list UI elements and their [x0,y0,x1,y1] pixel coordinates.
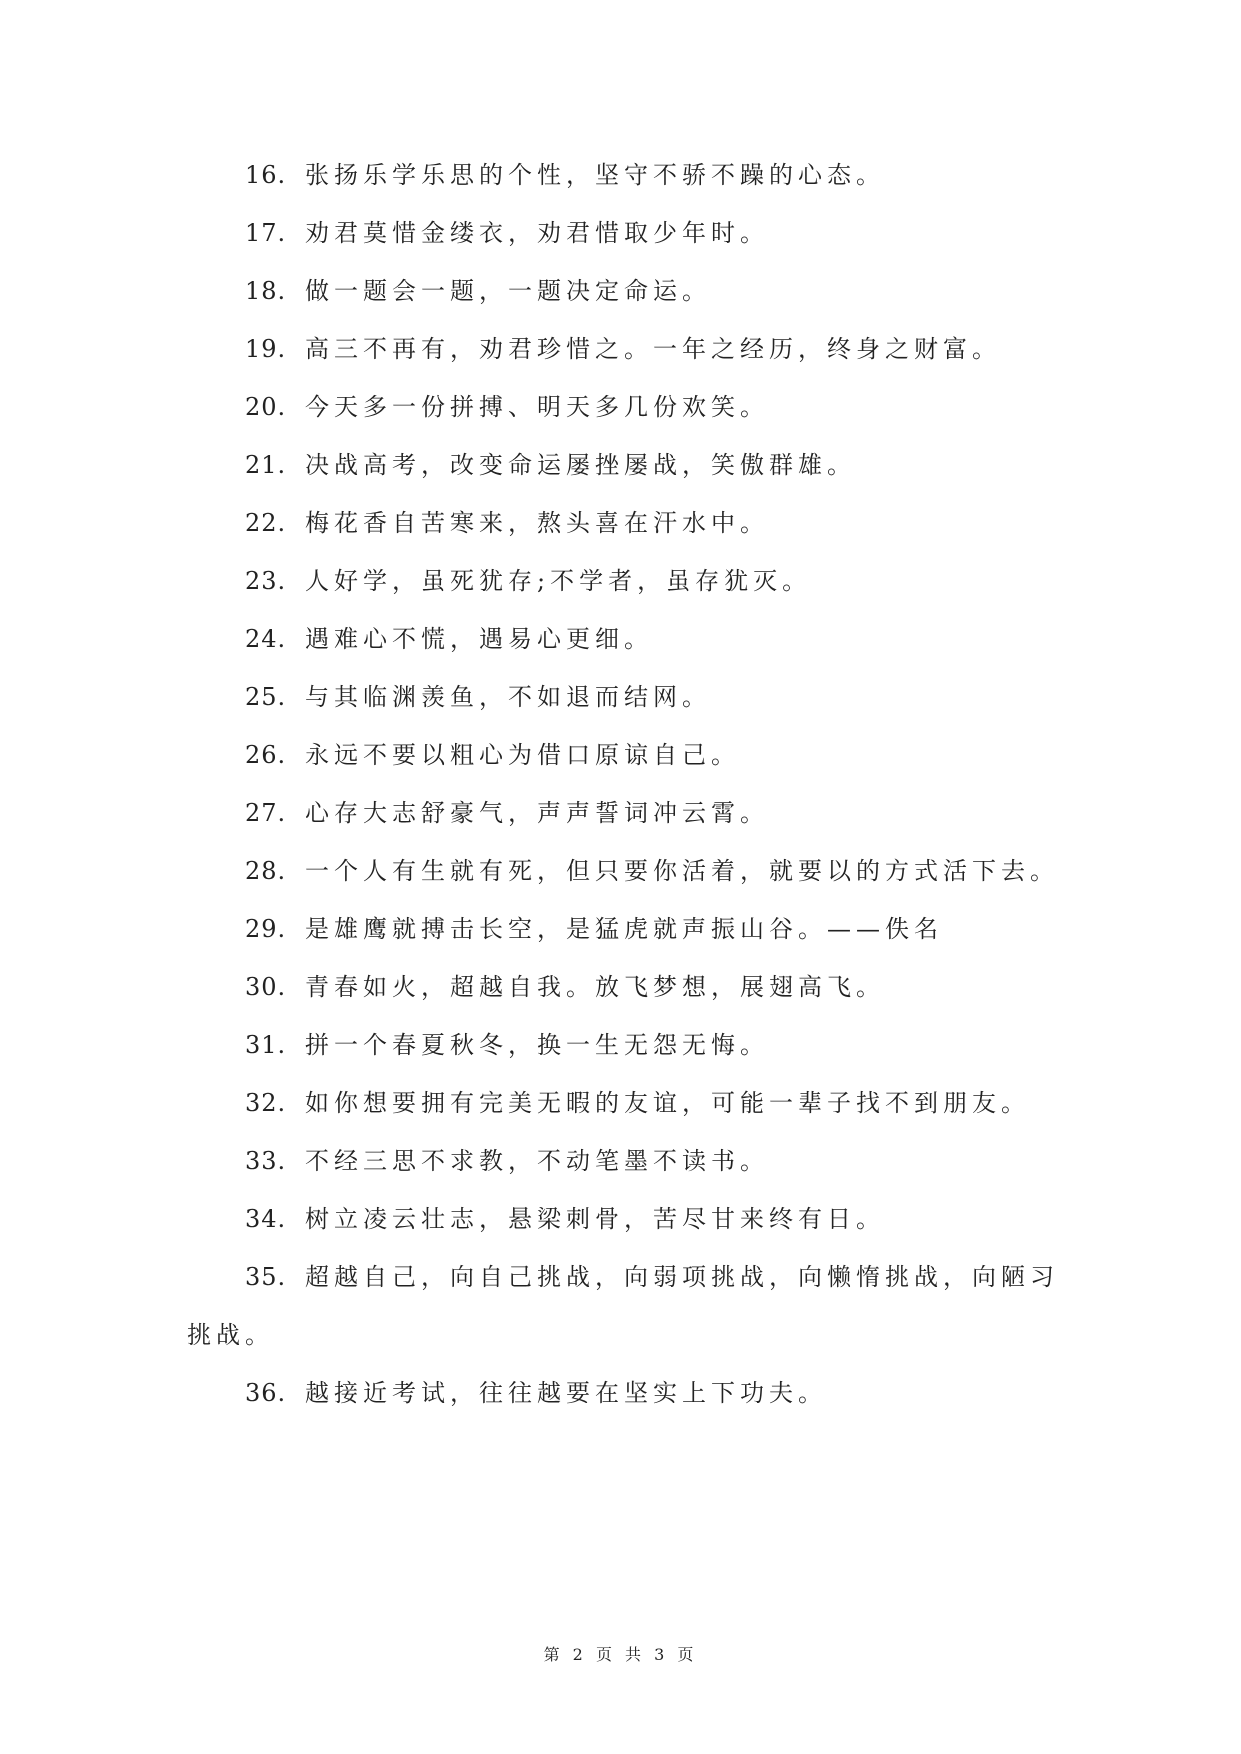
item-text: 决战高考，改变命运屡挫屡战，笑傲群雄。 [305,451,856,479]
item-number: 34. [245,1205,287,1233]
list-item [245,735,1075,775]
item-number: 35. [245,1263,287,1291]
item-text: 树立凌云壮志，悬梁刺骨，苦尽甘来终有日。 [305,1205,885,1233]
list-item [245,387,1075,427]
list-item [245,1373,1075,1413]
item-number: 17. [245,219,287,247]
list-item [245,329,1075,369]
list-item [245,1199,1075,1239]
list-item [245,445,1075,485]
list-item [245,1257,1075,1297]
item-text: 是雄鹰就搏击长空，是猛虎就声振山谷。——佚名 [305,915,943,943]
item-number: 24. [245,625,287,653]
item-text: 不经三思不求教，不动笔墨不读书。 [305,1147,769,1175]
list-item-continuation: 挑战。 [187,1321,274,1349]
list-item [245,909,1075,949]
item-text: 梅花香自苦寒来，熬头喜在汗水中。 [305,509,769,537]
item-text: 高三不再有，劝君珍惜之。一年之经历，终身之财富。 [305,335,1001,363]
list-item [245,155,1075,195]
list-item [245,1025,1075,1065]
item-text: 做一题会一题，一题决定命运。 [305,277,711,305]
item-text: 青春如火，超越自我。放飞梦想，展翅高飞。 [305,973,885,1001]
list-item [245,561,1075,601]
item-number: 28. [245,857,287,885]
item-text: 张扬乐学乐思的个性，坚守不骄不躁的心态。 [305,161,885,189]
list-item [245,677,1075,717]
item-number: 19. [245,335,287,363]
item-number: 29. [245,915,287,943]
list-item [245,851,1075,891]
list-item [245,793,1075,833]
list-item [245,967,1075,1007]
item-number: 25. [245,683,287,711]
item-number: 32. [245,1089,287,1117]
item-number: 16. [245,161,287,189]
item-number: 20. [245,393,287,421]
item-text: 遇难心不慌，遇易心更细。 [305,625,653,653]
list-item [245,213,1075,253]
item-text: 永远不要以粗心为借口原谅自己。 [305,741,740,769]
item-number: 30. [245,973,287,1001]
item-text: 与其临渊羡鱼，不如退而结网。 [305,683,711,711]
item-text: 一个人有生就有死，但只要你活着，就要以的方式活下去。 [305,857,1059,885]
item-text: 人好学，虽死犹存;不学者，虽存犹灭。 [305,567,812,595]
item-text: 拼一个春夏秋冬，换一生无怨无悔。 [305,1031,769,1059]
item-number: 23. [245,567,287,595]
list-item [245,503,1075,543]
item-text: 如你想要拥有完美无暇的友谊，可能一辈子找不到朋友。 [305,1089,1030,1117]
item-text: 超越自己，向自己挑战，向弱项挑战，向懒惰挑战，向陋习 [305,1263,1059,1291]
page-footer: 第 2 页 共 3 页 [543,1645,698,1664]
item-number: 26. [245,741,287,769]
item-number: 18. [245,277,287,305]
item-text: 越接近考试，往往越要在坚实上下功夫。 [305,1379,827,1407]
item-number: 36. [245,1379,287,1407]
item-text: 心存大志舒豪气，声声誓词冲云霄。 [305,799,769,827]
list-item [245,1141,1075,1181]
item-number: 27. [245,799,287,827]
item-number: 21. [245,451,287,479]
list-item [245,619,1075,659]
item-text: 今天多一份拼搏、明天多几份欢笑。 [305,393,769,421]
item-text: 劝君莫惜金缕衣，劝君惜取少年时。 [305,219,769,247]
item-number: 33. [245,1147,287,1175]
list-item [245,271,1075,311]
item-number: 31. [245,1031,287,1059]
list-item [245,1083,1075,1123]
item-number: 22. [245,509,287,537]
